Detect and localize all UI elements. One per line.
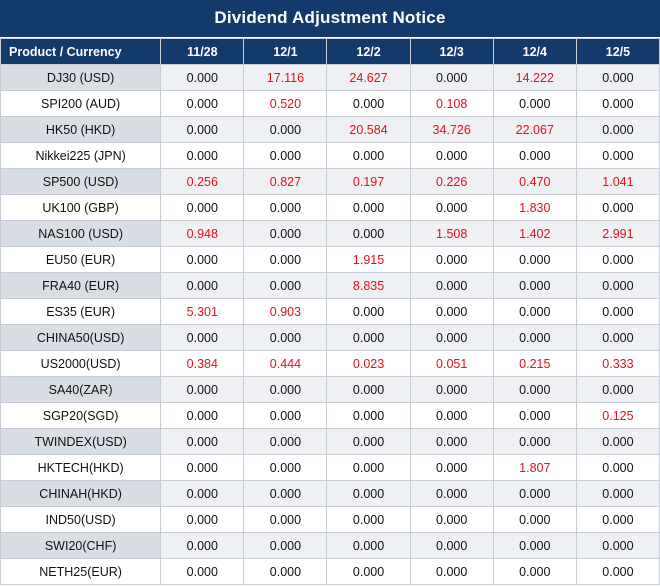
table-row (1, 273, 660, 299)
dividend-value-cell: 0.000 (576, 195, 659, 221)
dividend-value-cell: 0.000 (327, 195, 410, 221)
dividend-value-cell: 0.000 (493, 403, 576, 429)
dividend-value-cell: 0.000 (327, 455, 410, 481)
dividend-value-cell: 0.000 (161, 507, 244, 533)
dividend-value-cell: 0.000 (576, 117, 659, 143)
dividend-value-cell: 0.023 (327, 351, 410, 377)
page-title: Dividend Adjustment Notice (0, 0, 660, 38)
dividend-value-cell: 0.333 (576, 351, 659, 377)
table-body (1, 65, 660, 585)
dividend-value-cell: 0.000 (576, 247, 659, 273)
dividend-value-cell: 0.000 (327, 143, 410, 169)
dividend-value-cell: 0.000 (161, 429, 244, 455)
product-currency-cell: DJ30 (USD) (1, 65, 161, 91)
dividend-value-cell: 20.584 (327, 117, 410, 143)
dividend-table (0, 38, 660, 585)
table-row (1, 65, 660, 91)
dividend-value-cell: 1.830 (493, 195, 576, 221)
dividend-value-cell: 0.000 (576, 65, 659, 91)
dividend-value-cell: 0.000 (161, 403, 244, 429)
dividend-value-cell: 0.000 (576, 481, 659, 507)
product-currency-cell: UK100 (GBP) (1, 195, 161, 221)
table-row (1, 351, 660, 377)
dividend-value-cell: 0.000 (410, 377, 493, 403)
table-row (1, 507, 660, 533)
table-row (1, 559, 660, 585)
dividend-value-cell: 0.000 (161, 273, 244, 299)
dividend-value-cell: 0.000 (244, 507, 327, 533)
column-header-date-6: 12/5 (576, 39, 659, 65)
dividend-value-cell: 0.000 (327, 377, 410, 403)
table-header (1, 39, 660, 65)
dividend-value-cell: 0.000 (576, 143, 659, 169)
dividend-value-cell: 0.000 (576, 273, 659, 299)
dividend-value-cell: 0.000 (161, 481, 244, 507)
dividend-value-cell: 0.000 (576, 91, 659, 117)
dividend-value-cell: 1.508 (410, 221, 493, 247)
dividend-value-cell: 0.000 (410, 299, 493, 325)
product-currency-cell: HK50 (HKD) (1, 117, 161, 143)
dividend-value-cell: 0.000 (244, 403, 327, 429)
dividend-value-cell: 0.000 (410, 143, 493, 169)
dividend-value-cell: 0.000 (493, 481, 576, 507)
product-currency-cell: SPI200 (AUD) (1, 91, 161, 117)
dividend-value-cell: 0.000 (493, 273, 576, 299)
product-currency-cell: NAS100 (USD) (1, 221, 161, 247)
product-currency-cell: FRA40 (EUR) (1, 273, 161, 299)
dividend-value-cell: 14.222 (493, 65, 576, 91)
dividend-value-cell: 0.000 (576, 533, 659, 559)
table-row (1, 481, 660, 507)
dividend-value-cell: 22.067 (493, 117, 576, 143)
dividend-value-cell: 0.000 (161, 247, 244, 273)
dividend-value-cell: 0.000 (244, 117, 327, 143)
dividend-value-cell: 0.000 (161, 195, 244, 221)
dividend-value-cell: 0.000 (161, 455, 244, 481)
table-row (1, 403, 660, 429)
dividend-value-cell: 0.000 (327, 221, 410, 247)
dividend-value-cell: 0.000 (244, 195, 327, 221)
dividend-value-cell: 0.000 (244, 429, 327, 455)
table-row (1, 429, 660, 455)
dividend-value-cell: 0.000 (244, 533, 327, 559)
dividend-value-cell: 0.384 (161, 351, 244, 377)
product-currency-cell: CHINA50(USD) (1, 325, 161, 351)
dividend-value-cell: 0.000 (244, 273, 327, 299)
dividend-value-cell: 0.000 (244, 247, 327, 273)
dividend-value-cell: 17.116 (244, 65, 327, 91)
dividend-value-cell: 0.000 (493, 143, 576, 169)
table-row (1, 117, 660, 143)
dividend-value-cell: 0.000 (244, 559, 327, 585)
dividend-value-cell: 0.000 (493, 507, 576, 533)
product-currency-cell: SGP20(SGD) (1, 403, 161, 429)
product-currency-cell: US2000(USD) (1, 351, 161, 377)
dividend-value-cell: 0.000 (244, 221, 327, 247)
dividend-value-cell: 0.108 (410, 91, 493, 117)
dividend-value-cell: 0.000 (576, 559, 659, 585)
table-row (1, 91, 660, 117)
dividend-value-cell: 0.470 (493, 169, 576, 195)
dividend-value-cell: 0.000 (161, 559, 244, 585)
dividend-value-cell: 5.301 (161, 299, 244, 325)
dividend-value-cell: 1.041 (576, 169, 659, 195)
dividend-value-cell: 0.000 (576, 377, 659, 403)
dividend-value-cell: 0.215 (493, 351, 576, 377)
dividend-value-cell: 0.000 (244, 143, 327, 169)
dividend-value-cell: 0.000 (410, 325, 493, 351)
dividend-value-cell: 0.000 (576, 299, 659, 325)
table-row (1, 377, 660, 403)
dividend-value-cell: 0.000 (576, 507, 659, 533)
dividend-value-cell: 0.000 (410, 507, 493, 533)
dividend-value-cell: 0.000 (327, 429, 410, 455)
dividend-value-cell: 0.000 (327, 91, 410, 117)
dividend-value-cell: 0.000 (161, 91, 244, 117)
table-row (1, 455, 660, 481)
dividend-value-cell: 0.000 (410, 65, 493, 91)
product-currency-cell: NETH25(EUR) (1, 559, 161, 585)
column-header-date-1: 11/28 (161, 39, 244, 65)
dividend-value-cell: 0.125 (576, 403, 659, 429)
table-row (1, 325, 660, 351)
dividend-value-cell: 0.000 (410, 247, 493, 273)
dividend-value-cell: 1.807 (493, 455, 576, 481)
dividend-value-cell: 0.948 (161, 221, 244, 247)
table-row (1, 169, 660, 195)
dividend-value-cell: 0.000 (493, 377, 576, 403)
dividend-value-cell: 0.000 (244, 455, 327, 481)
table-row (1, 299, 660, 325)
column-header-date-3: 12/2 (327, 39, 410, 65)
dividend-value-cell: 0.827 (244, 169, 327, 195)
dividend-value-cell: 0.000 (493, 325, 576, 351)
column-header-date-5: 12/4 (493, 39, 576, 65)
dividend-value-cell: 0.000 (244, 325, 327, 351)
dividend-value-cell: 0.000 (410, 429, 493, 455)
dividend-value-cell: 0.000 (161, 325, 244, 351)
dividend-value-cell: 1.915 (327, 247, 410, 273)
dividend-value-cell: 0.000 (493, 559, 576, 585)
dividend-value-cell: 0.000 (410, 481, 493, 507)
dividend-value-cell: 0.000 (410, 533, 493, 559)
dividend-value-cell: 0.000 (410, 559, 493, 585)
dividend-value-cell: 0.000 (327, 559, 410, 585)
product-currency-cell: Nikkei225 (JPN) (1, 143, 161, 169)
dividend-value-cell: 0.903 (244, 299, 327, 325)
dividend-value-cell: 0.000 (161, 65, 244, 91)
dividend-value-cell: 0.000 (327, 325, 410, 351)
dividend-value-cell: 0.000 (576, 429, 659, 455)
dividend-value-cell: 0.000 (410, 455, 493, 481)
dividend-value-cell: 0.000 (161, 533, 244, 559)
dividend-value-cell: 24.627 (327, 65, 410, 91)
table-row (1, 221, 660, 247)
product-currency-cell: SP500 (USD) (1, 169, 161, 195)
column-header-product: Product / Currency (1, 39, 161, 65)
product-currency-cell: ES35 (EUR) (1, 299, 161, 325)
product-currency-cell: HKTECH(HKD) (1, 455, 161, 481)
product-currency-cell: CHINAH(HKD) (1, 481, 161, 507)
dividend-value-cell: 0.000 (161, 377, 244, 403)
dividend-value-cell: 0.000 (576, 455, 659, 481)
table-row (1, 143, 660, 169)
dividend-value-cell: 0.000 (327, 507, 410, 533)
dividend-value-cell: 0.000 (410, 403, 493, 429)
table-header-row (1, 39, 660, 65)
dividend-value-cell: 0.000 (161, 143, 244, 169)
dividend-value-cell: 0.000 (493, 533, 576, 559)
product-currency-cell: SA40(ZAR) (1, 377, 161, 403)
product-currency-cell: TWINDEX(USD) (1, 429, 161, 455)
dividend-value-cell: 34.726 (410, 117, 493, 143)
dividend-value-cell: 0.256 (161, 169, 244, 195)
dividend-value-cell: 0.000 (493, 299, 576, 325)
column-header-date-2: 12/1 (244, 39, 327, 65)
dividend-value-cell: 0.000 (327, 403, 410, 429)
table-row (1, 533, 660, 559)
dividend-value-cell: 0.000 (493, 247, 576, 273)
dividend-value-cell: 0.197 (327, 169, 410, 195)
dividend-value-cell: 0.000 (327, 299, 410, 325)
dividend-value-cell: 8.835 (327, 273, 410, 299)
dividend-value-cell: 0.226 (410, 169, 493, 195)
dividend-value-cell: 0.000 (493, 91, 576, 117)
column-header-date-4: 12/3 (410, 39, 493, 65)
dividend-value-cell: 0.000 (410, 273, 493, 299)
product-currency-cell: IND50(USD) (1, 507, 161, 533)
product-currency-cell: SWI20(CHF) (1, 533, 161, 559)
dividend-value-cell: 0.000 (244, 377, 327, 403)
table-row (1, 195, 660, 221)
dividend-value-cell: 0.520 (244, 91, 327, 117)
product-currency-cell: EU50 (EUR) (1, 247, 161, 273)
dividend-value-cell: 0.000 (327, 533, 410, 559)
dividend-value-cell: 0.000 (244, 481, 327, 507)
table-row (1, 247, 660, 273)
dividend-value-cell: 0.000 (493, 429, 576, 455)
dividend-value-cell: 1.402 (493, 221, 576, 247)
dividend-value-cell: 0.000 (327, 481, 410, 507)
dividend-value-cell: 0.000 (576, 325, 659, 351)
dividend-value-cell: 2.991 (576, 221, 659, 247)
dividend-value-cell: 0.000 (161, 117, 244, 143)
dividend-value-cell: 0.000 (410, 195, 493, 221)
dividend-value-cell: 0.051 (410, 351, 493, 377)
dividend-value-cell: 0.444 (244, 351, 327, 377)
